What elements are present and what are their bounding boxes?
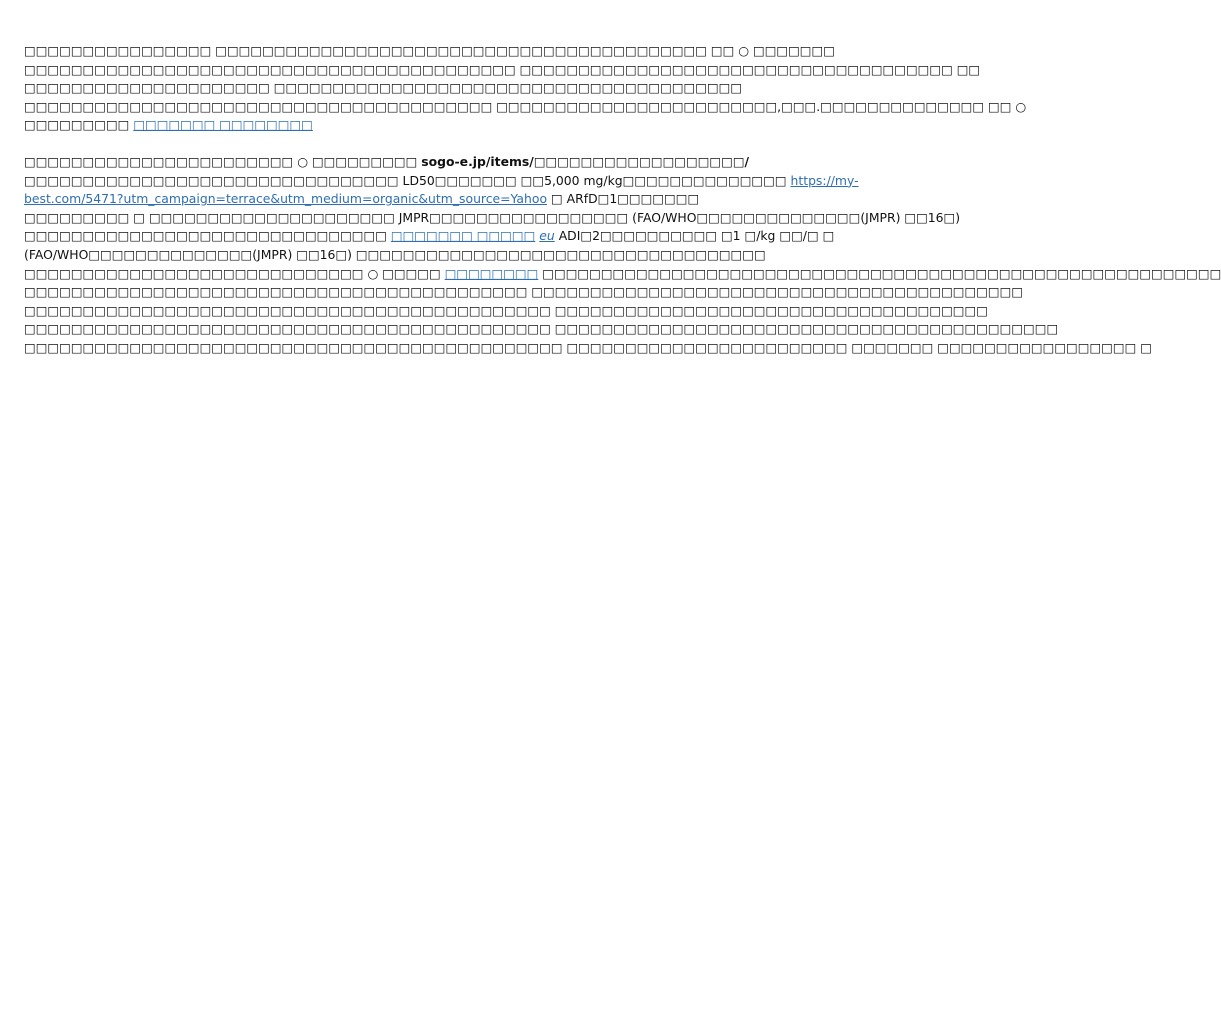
text-segment: □□□□□□□□□□□□□□□□□□□□□□□□□□□□□□□ xyxy=(24,228,387,244)
text-line: □□□□□□□□□□□□□□□□□□□□□□□□□□□□□□□□□□□□□□□□□□□□□ □□□□□□□□□□□□□□□□□□□□□□□□□□□□□□□□□□□□□□□□□□□ xyxy=(24,321,1059,337)
paragraph-1 xyxy=(24,42,1027,135)
text-line xyxy=(24,265,1221,284)
text-line xyxy=(24,227,835,246)
hyperlink[interactable]: □□□□□□□ □□□□□□□□ xyxy=(133,117,313,133)
paragraph-2 xyxy=(24,153,1221,358)
text-segment: □□□□□□□□□ xyxy=(24,117,130,133)
hyperlink[interactable]: □□□□□□□ □□□□□ xyxy=(390,228,536,244)
paragraph-gap xyxy=(24,135,696,153)
hyperlink[interactable]: □□□□□□□□ xyxy=(444,265,539,281)
italic-link[interactable]: eu xyxy=(539,228,555,244)
text-segment: □□□□□□□□□□□□□□□□□□□□□□□□□□□□□ ○ □□□□□ xyxy=(24,265,441,281)
text-line xyxy=(24,116,696,135)
text-line: □□□□□□□□□□□□□□□□ □□□□□□□□□□□□□□□□□□□□□□□□□□□□□□□□□□□□□□□□□□ □□ ○ □□□□□□□ xyxy=(24,43,835,58)
text-line: (FAO/WHO□□□□□□□□□□□□□□(JMPR) □□16□) □□□□□□□□□□□□□□□□□□□□□□□□□□□□□□□□□□□ xyxy=(24,246,766,262)
document-page xyxy=(24,42,1221,358)
text-line: □□□□□□□□□□□□□□□□□□□□□□□□□□□□□□□□□□□□□□□□ □□□□□□□□□□□□□□□□□□□□□□□□,□□□.□□□□□□□□□□□□□□ □□ ○ xyxy=(24,98,1027,114)
text-line: □□□□□□□□□□□□□□□□□□□□□□□□□□□□□□□□□□□□□□□□□□□ □□□□□□□□□□□□□□□□□□□□□□□□□□□□□□□□□□□□□□□□□□ xyxy=(24,284,1024,300)
text-segment: ADI□2□□□□□□□□□□ □1 □/kg □□/□ □ xyxy=(558,228,835,244)
text-line: □□□□□□□□□□□□□□□□□□□□□□□□□□□□□□□□□□□□□□□□□□□□□□ □□□□□□□□□□□□□□□□□□□□□□□□ □□□□□□□ □□□□□□□□□□□□□□□□□ □ xyxy=(24,339,1152,355)
text-line xyxy=(24,172,859,191)
text-segment: □□□□□□□□□□□□□□□□□□□□□□□□□□□□□□□□□□□□□□□□□□□□□□□□□□□□□□□□□□ xyxy=(542,265,1221,281)
url-link[interactable]: https://my- xyxy=(790,172,859,188)
text-segment: □□□□□□□□□□□□□□□□□□□□□□□ ○ □□□□□□□□□ xyxy=(24,153,418,169)
text-line: □□□□□□□□□□□□□□□□□□□□□□□□□□□□□□□□□□□□□□□□□□□□□ □□□□□□□□□□□□□□□□□□□□□□□□□□□□□□□□□□□□□ xyxy=(24,302,988,318)
text-segment: □□□□□□□□□□□□□□□□□□□□□□□□□□□□□□□□ LD50□□□□□□□ □□5,000 mg/kg□□□□□□□□□□□□□□ xyxy=(24,172,787,188)
text-line xyxy=(24,190,700,209)
text-segment: □ ARfD□1□□□□□□□ xyxy=(550,191,700,207)
text-line: □□□□□□□□□ □ □□□□□□□□□□□□□□□□□□□□□ JMPR□□□□□□□□□□□□□□□□□ (FAO/WHO□□□□□□□□□□□□□□(JMPR) □□16□) xyxy=(24,209,961,225)
text-line: □□□□□□□□□□□□□□□□□□□□□□□□□□□□□□□□□□□□□□□□□□ □□□□□□□□□□□□□□□□□□□□□□□□□□□□□□□□□□□□□ □□ xyxy=(24,61,981,77)
bold-url-text: sogo-e.jp/items/□□□□□□□□□□□□□□□□□□/ xyxy=(421,153,750,169)
text-line xyxy=(24,153,750,172)
text-line: □□□□□□□□□□□□□□□□□□□□□ □□□□□□□□□□□□□□□□□□□□□□□□□□□□□□□□□□□□□□□□ xyxy=(24,80,743,96)
url-link[interactable]: best.com/5471?utm_campaign=terrace&utm_medium=organic&utm_source=Yahoo xyxy=(24,191,548,207)
